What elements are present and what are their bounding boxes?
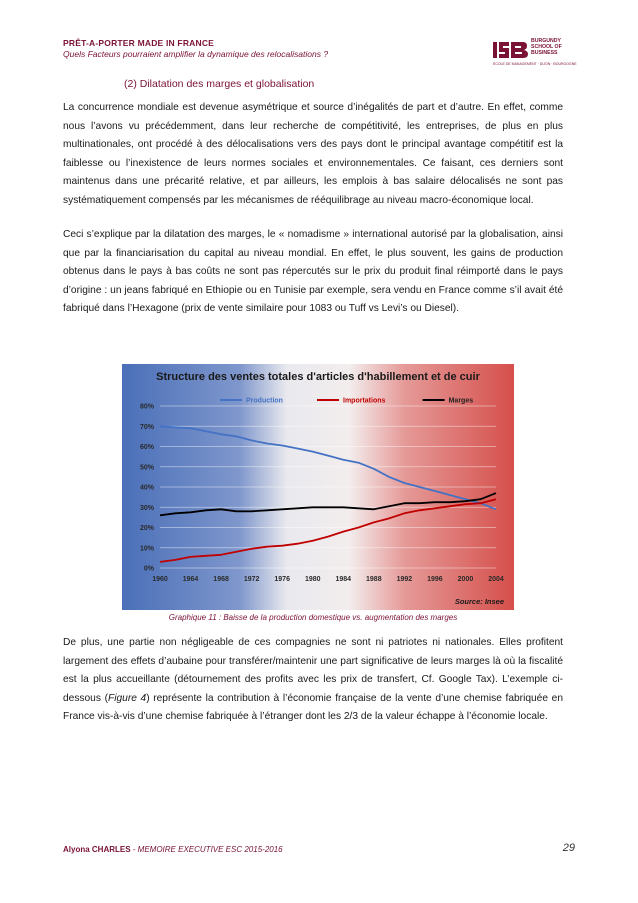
chart-svg bbox=[122, 364, 514, 610]
y-tick-label: 10% bbox=[139, 545, 154, 553]
y-tick-label: 30% bbox=[139, 504, 154, 512]
paragraph-3-part-1: De plus, une partie non négligeable de ces compagnies ne sont ni patriotes ni nationales. Elles profitent largement des effets d’aubaine pour transférer/maintenir une part significative de leurs marges là où la fiscalité est la plus accueillante (détournement des profits avec les prix de transfert, Cf. Google Tax). L’exemple ci-dessous ( bbox=[63, 637, 563, 704]
x-tick-label: 1968 bbox=[213, 576, 229, 583]
legend-label: Marges bbox=[448, 397, 474, 405]
paragraph-3-part-2: ) représente la contribution à l’économie française de la vente d’une chemise fabriquée en France vis-à-vis d’une chemise fabriquée à l’étranger dont les 2/3 de la valeur échappe à l’économie locale. bbox=[63, 692, 563, 723]
paragraph-3 bbox=[63, 634, 563, 727]
legend-label: Importations bbox=[343, 397, 386, 405]
school-logo-tagline: ÉCOLE DE MANAGEMENT · DIJON · BOURGOGNE bbox=[493, 62, 577, 66]
header-subtitle: Quels Facteurs pourraient amplifier la dynamique des relocalisations ? bbox=[63, 49, 329, 59]
y-tick-label: 60% bbox=[139, 444, 154, 451]
y-tick-label: 50% bbox=[139, 464, 154, 472]
section-heading: (2) Dilatation des marges et globalisation bbox=[124, 78, 315, 90]
header-title: PRÊT-A-PORTER MADE IN FRANCE bbox=[63, 38, 215, 48]
school-logo-text: BURGUNDY SCHOOL OF BUSINESS bbox=[531, 38, 562, 56]
paragraph-1: La concurrence mondiale est devenue asymétrique et source d’inégalités de part et d’autre. En effet, comme nous l’avons vu précédemment, dans leur recherche de compétitivité, les entreprises, de plus en plus multinationales, ont procédé à des délocalisations vers des pays dont le principal avantage compétitif est la faiblesse ou l’inexistence de leurs normes sociales et environnementales. Ce faisant, ces derniers sont maintenus dans une précarité relative, et par ailleurs, les emplois à bas salaire délocalisés ne sont pas systématiquement compensés par les mécanismes de rééquilibrage au niveau macro-économique local. bbox=[63, 102, 563, 206]
figure-reference: Figure 4 bbox=[108, 692, 147, 704]
x-tick-label: 1976 bbox=[274, 576, 290, 583]
x-tick-label: 1996 bbox=[427, 576, 443, 583]
y-tick-label: 80% bbox=[139, 403, 154, 411]
x-tick-label: 2000 bbox=[457, 576, 474, 583]
chart-source: Source: Insee bbox=[454, 597, 504, 606]
x-tick-label: 1972 bbox=[243, 576, 260, 583]
chart-structure-ventes bbox=[122, 364, 514, 610]
school-logo-mark-icon bbox=[493, 40, 531, 60]
figure-caption: Graphique 11 : Baisse de la production domestique vs. augmentation des marges bbox=[168, 613, 458, 622]
x-tick-label: 1960 bbox=[152, 576, 168, 583]
chart-title: Structure des ventes totales d'articles d'habillement et de cuir bbox=[156, 371, 480, 383]
y-tick-label: 40% bbox=[139, 484, 154, 492]
school-logo bbox=[493, 36, 577, 66]
y-tick-label: 70% bbox=[139, 423, 154, 431]
paragraph-2: Ceci s’explique par la dilatation des marges, le « nomadisme » international autorisé par la globalisation, ainsi que par la financiarisation du capital au niveau mondial. En effet, le plus souvent, les gains de production obtenus dans le pays à bas coûts ne sont pas répercutés sur le prix du produit final réimporté dans le pays d’origine : un jeans fabriqué en Ethiopie ou en Tunisie par exemple, sera vendu en France comme s’il avait été fabriqué dans l’Hexagone (prix de vente similaire pour 1083 ou Tuff vs Levi’s ou Diesel). bbox=[63, 229, 563, 315]
page-number: 29 bbox=[562, 842, 575, 854]
x-tick-label: 1984 bbox=[335, 576, 352, 583]
x-tick-label: 2004 bbox=[488, 576, 504, 583]
y-tick-label: 0% bbox=[143, 565, 154, 573]
y-tick-label: 20% bbox=[139, 525, 154, 532]
footer-author: Alyona CHARLES - MEMOIRE EXECUTIVE ESC 2015-2016 bbox=[63, 845, 283, 854]
x-tick-label: 1992 bbox=[396, 576, 413, 583]
x-tick-label: 1964 bbox=[182, 576, 199, 583]
x-tick-label: 1988 bbox=[366, 576, 382, 583]
legend-label: Production bbox=[246, 397, 283, 405]
x-tick-label: 1980 bbox=[304, 576, 321, 583]
